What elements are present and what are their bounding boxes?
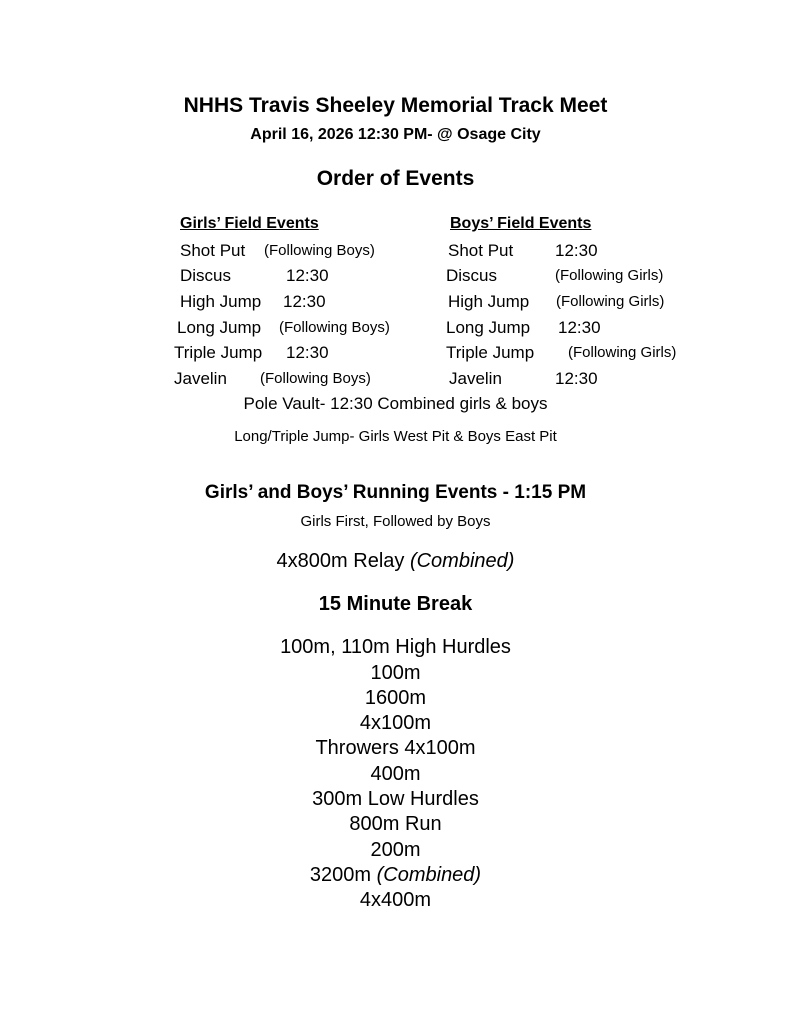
pole-vault-line: Pole Vault- 12:30 Combined girls & boys	[243, 394, 548, 413]
running-event-3200	[0, 864, 791, 887]
girls-event-time: 12:30	[286, 343, 329, 362]
girls-event-name: Shot Put	[180, 241, 246, 260]
girls-event-time: 12:30	[286, 266, 329, 285]
boys-event-time: 12:30	[555, 241, 598, 260]
relay-4x800	[0, 550, 791, 573]
relay-note: (Combined)	[409, 550, 515, 572]
girls-event-time: 12:30	[283, 292, 326, 311]
girls-field-heading: Girls’ Field Events	[180, 215, 319, 232]
girls-event-name: Long Jump	[177, 318, 262, 337]
running-event: 300m Low Hurdles	[312, 788, 479, 810]
running-event: 800m Run	[349, 813, 442, 835]
girls-event-name: High Jump	[180, 292, 262, 311]
meet-date-location: April 16, 2026 12:30 PM- @ Osage City	[250, 126, 541, 143]
event-3200-note: (Combined)	[376, 864, 482, 886]
pit-note: Long/Triple Jump- Girls West Pit & Boys East Pit	[234, 428, 557, 445]
girls-event-time: (Following Boys)	[264, 242, 375, 259]
boys-field-heading: Boys’ Field Events	[450, 215, 592, 232]
running-event: 4x400m	[359, 889, 432, 911]
boys-event-name: Triple Jump	[446, 343, 535, 362]
boys-event-name: Long Jump	[446, 318, 531, 337]
girls-event-time: (Following Boys)	[279, 319, 390, 336]
boys-event-time: (Following Girls)	[568, 344, 677, 361]
relay-label: 4x800m Relay	[276, 550, 405, 572]
boys-event-name: High Jump	[448, 292, 530, 311]
boys-event-time: 12:30	[558, 318, 601, 337]
running-event: 4x100m	[359, 712, 432, 734]
meet-title: NHHS Travis Sheeley Memorial Track Meet	[183, 94, 608, 117]
girls-event-name: Discus	[180, 266, 232, 285]
boys-event-time: (Following Girls)	[555, 267, 664, 284]
running-event: 100m	[370, 662, 421, 684]
girls-event-time: (Following Boys)	[260, 370, 371, 387]
running-event: 100m, 110m High Hurdles	[280, 636, 511, 658]
event-3200-label: 3200m	[309, 864, 372, 886]
running-event: 400m	[370, 763, 421, 785]
boys-event-time: (Following Girls)	[556, 293, 665, 310]
running-heading: Girls’ and Boys’ Running Events - 1:15 PM	[204, 482, 587, 503]
running-event: Throwers 4x100m	[315, 737, 476, 759]
boys-event-name: Javelin	[449, 369, 502, 388]
running-event: 200m	[370, 839, 421, 861]
girls-event-name: Triple Jump	[174, 343, 263, 362]
girls-event-name: Javelin	[174, 369, 227, 388]
running-subheading: Girls First, Followed by Boys	[300, 513, 491, 530]
break-line: 15 Minute Break	[318, 593, 473, 615]
running-event: 1600m	[364, 687, 427, 709]
boys-event-name: Discus	[446, 266, 498, 285]
boys-event-time: 12:30	[555, 369, 598, 388]
boys-event-name: Shot Put	[448, 241, 514, 260]
order-heading: Order of Events	[316, 167, 475, 190]
